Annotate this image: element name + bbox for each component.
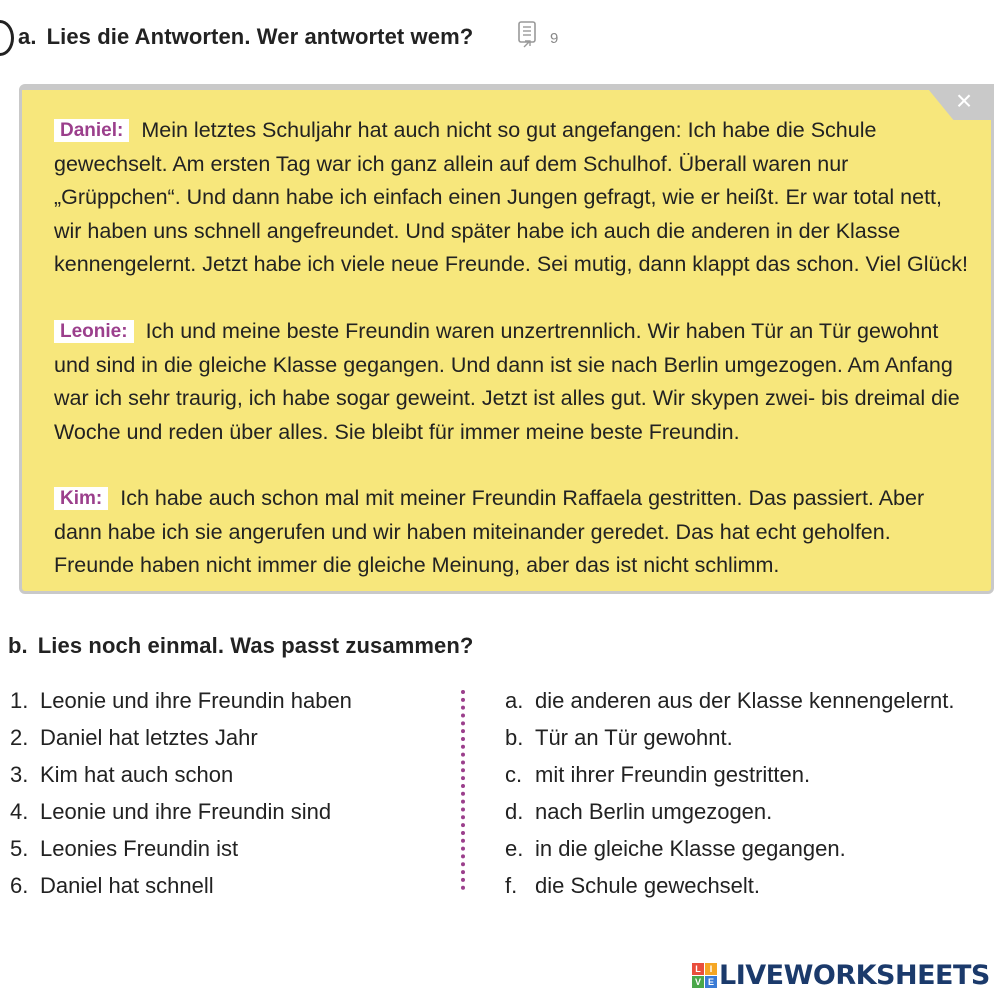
story-kim — [54, 482, 974, 583]
brand-name: LIVEWORKSHEETS — [719, 959, 990, 991]
dotted-divider — [461, 690, 465, 890]
liveworksheets-logo-icon — [692, 963, 717, 988]
story-text-kim: Ich habe auch schon mal mit meiner Freundin Raffaela gestritten. Das passiert. Aber dann habe ich sie angerufen und wir haben miteinander geredet. Das hat echt geholfen. Freunde haben nicht immer die gleiche Meinung, aber das ist nicht schlimm. — [54, 486, 925, 577]
exercise-b-instruction: Lies noch einmal. Was passt zusammen? — [37, 633, 474, 658]
sentence-end-item[interactable] — [505, 871, 955, 908]
item-number: 4. — [10, 799, 29, 824]
exercise-b-heading — [8, 633, 473, 659]
speaker-label-daniel: Daniel: — [54, 119, 129, 142]
sentence-start-item[interactable] — [10, 723, 352, 760]
speaker-label-kim: Kim: — [54, 487, 108, 510]
item-text: Daniel hat letztes Jahr — [40, 725, 258, 750]
sentence-end-list — [505, 686, 955, 908]
sentence-end-item[interactable] — [505, 686, 955, 723]
logo-tile: I — [705, 963, 717, 975]
item-letter: c. — [505, 762, 523, 787]
item-text: nach Berlin umgezogen. — [535, 799, 773, 824]
item-letter: a. — [505, 688, 524, 713]
item-number: 5. — [10, 836, 29, 861]
speaker-label-leonie: Leonie: — [54, 320, 134, 343]
item-text: Daniel hat schnell — [40, 873, 214, 898]
sentence-end-item[interactable] — [505, 723, 955, 760]
item-text: Kim hat auch schon — [40, 762, 234, 787]
item-letter: e. — [505, 836, 524, 861]
item-number: 6. — [10, 873, 29, 898]
sentence-start-item[interactable] — [10, 834, 352, 871]
sentence-start-item[interactable] — [10, 797, 352, 834]
item-text: Leonie und ihre Freundin haben — [40, 688, 352, 713]
close-icon[interactable]: × — [955, 85, 973, 116]
liveworksheets-branding — [692, 960, 990, 990]
track-number: 9 — [550, 30, 559, 47]
item-text: mit ihrer Freundin gestritten. — [535, 762, 811, 787]
sentence-start-item[interactable] — [10, 760, 352, 797]
item-letter: b. — [505, 725, 524, 750]
item-letter: d. — [505, 799, 524, 824]
exercise-a-instruction: Lies die Antworten. Wer antwortet wem? — [46, 24, 474, 49]
logo-tile: L — [692, 963, 704, 975]
sentence-start-item[interactable] — [10, 871, 352, 908]
story-daniel — [54, 114, 974, 282]
story-text-leonie: Ich und meine beste Freundin waren unzertrennlich. Wir haben Tür an Tür gewohnt und sind in die gleiche Klasse gegangen. Und dann ist sie nach Berlin umgezogen. Am Anfang war ich sehr traurig, ich habe sogar geweint. Jetzt ist alles gut. Wir skypen zwei- bis dreimal die Woche und reden über alles. Sie bleibt für immer meine beste Freundin. — [54, 319, 960, 444]
item-number: 3. — [10, 762, 29, 787]
item-text: die Schule gewechselt. — [535, 873, 761, 898]
exercise-a-letter: a. — [18, 24, 37, 49]
exercise-a-heading — [18, 24, 473, 50]
sentence-end-item[interactable] — [505, 834, 955, 871]
sentence-start-item[interactable] — [10, 686, 352, 723]
item-number: 1. — [10, 688, 29, 713]
item-text: Tür an Tür gewohnt. — [535, 725, 733, 750]
story-text-daniel: Mein letztes Schuljahr hat auch nicht so gut angefangen: Ich habe die Schule gewechselt. Am ersten Tag war ich ganz allein auf dem Schulhof. Überall waren nur „Grüppchen“. Und dann habe ich einfach einen Jungen gefragt, wie er heißt. Er war total nett, wir haben uns schnell angefreundet. Und später habe ich auch die anderen in der Klasse kennengelernt. Jetzt habe ich viele neue Freunde. Sei mutig, dann klappt das schon. Viel Glück! — [54, 118, 968, 276]
item-text: Leonies Freundin ist — [40, 836, 239, 861]
reading-text-panel — [19, 84, 994, 594]
sentence-start-list — [10, 686, 352, 908]
sentence-end-item[interactable] — [505, 760, 955, 797]
item-text: Leonie und ihre Freundin sind — [40, 799, 332, 824]
logo-tile: V — [692, 976, 704, 988]
audio-track-icon[interactable] — [515, 20, 541, 50]
item-number: 2. — [10, 725, 29, 750]
exercise-number-bullet — [0, 20, 14, 56]
item-text: in die gleiche Klasse gegangen. — [535, 836, 846, 861]
sentence-end-item[interactable] — [505, 797, 955, 834]
item-letter: f. — [505, 873, 518, 898]
logo-tile: E — [705, 976, 717, 988]
story-leonie — [54, 315, 974, 449]
item-text: die anderen aus der Klasse kennengelernt. — [535, 688, 955, 713]
exercise-b-letter: b. — [8, 633, 28, 658]
